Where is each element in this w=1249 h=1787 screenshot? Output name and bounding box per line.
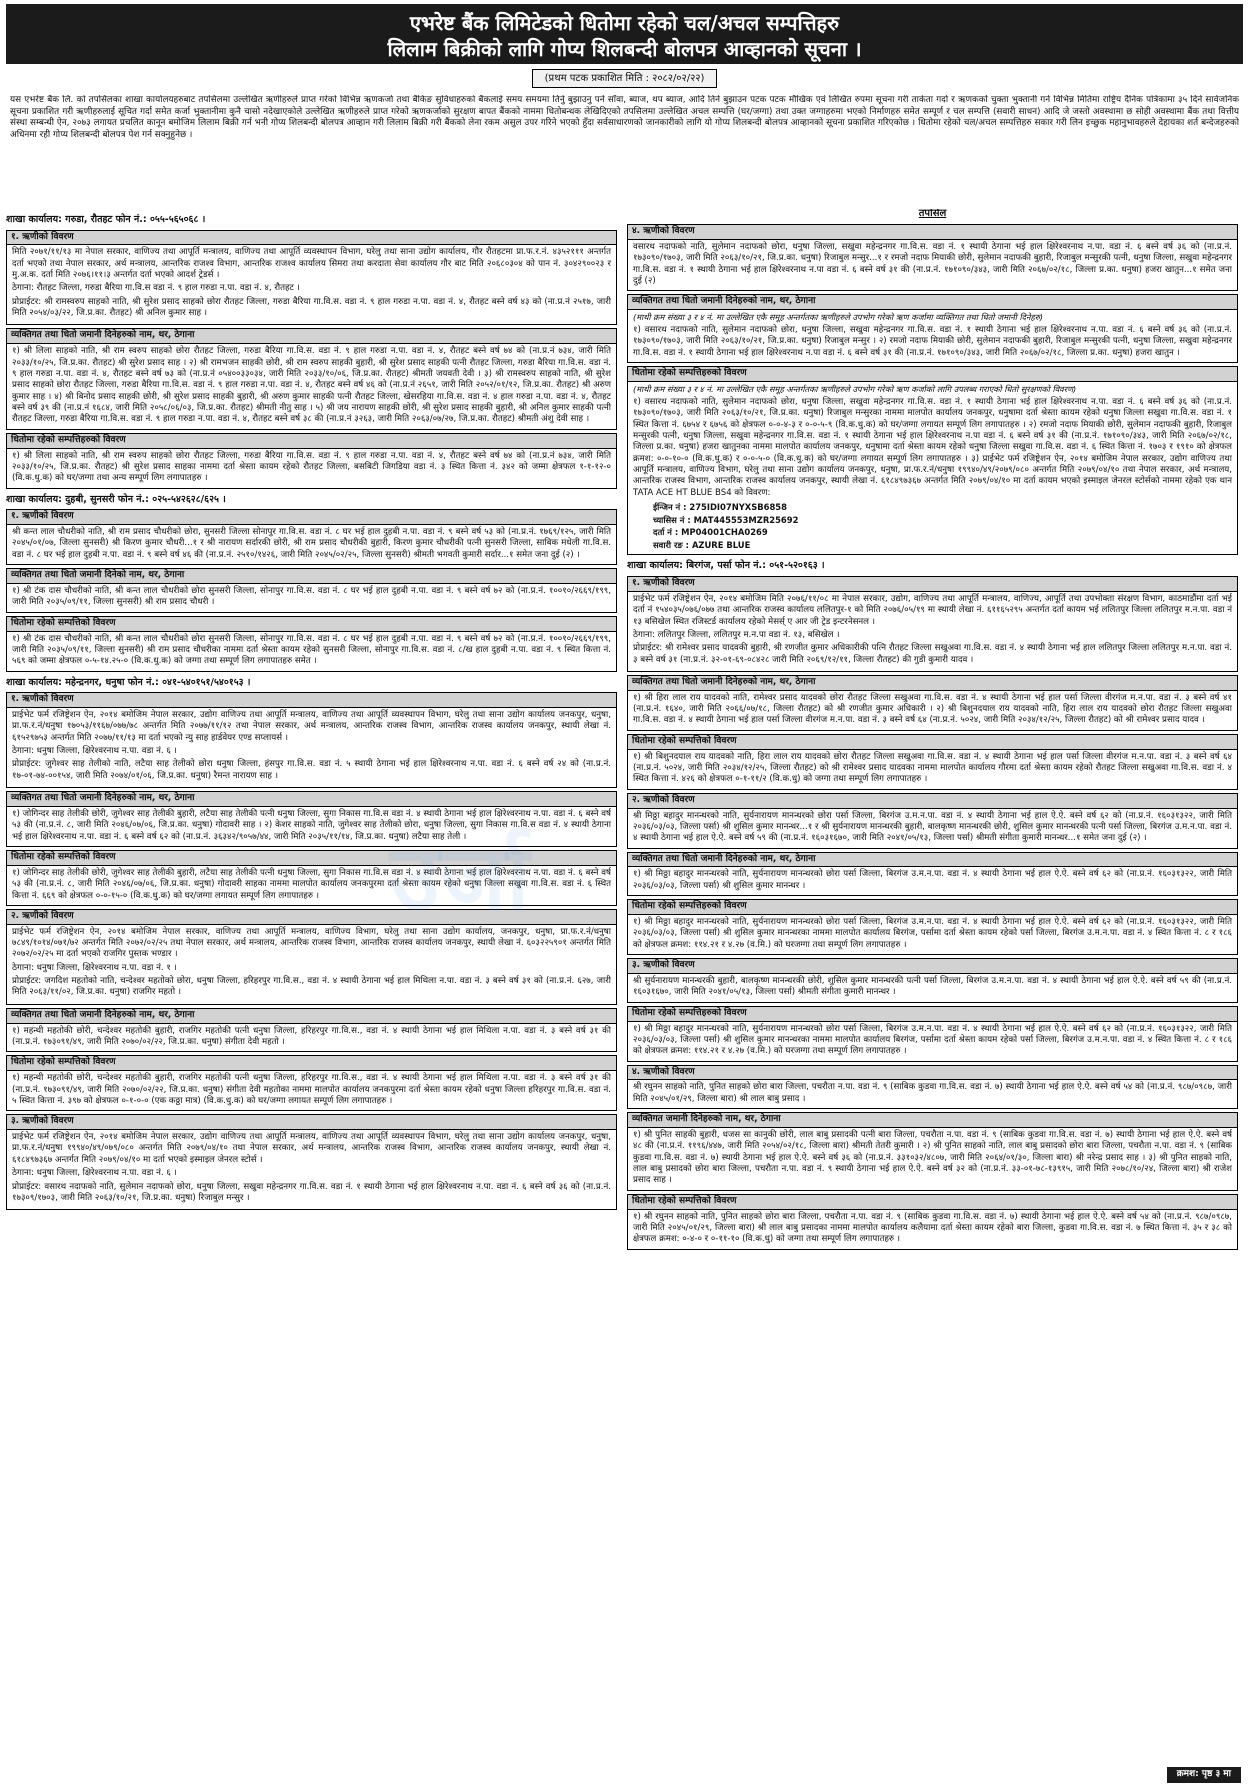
section-body: १) श्री हिरा लाल राय यादवको नाति, रामेश्वर प्रसाद यादवको छोरा रौतहट जिल्ला सखुअवा गा.वि.स. वडा नं. ४ स्थायी ठेगाना भई हाल पर्सा जिल्ला वीरगंज म.न.पा. वडा नं. ३ बस्ने वर्ष ४१ (ना.प्र.नं. १६४०, जारी मिति २०६६/०७/१८, जिल्ला रौतहट) को श्री रणजीत कुमार अधिकारी । २) श्री बिशुनदयाल राय यादवको नाति, हिरा लाल राय यादवको छोरा रौतहट जिल्ला सखुअवा गा.वि.स. वडा नं. ४ स्थायी ठेगाना भई हाल पर्सा जिल्ला वीरगंज म.न.पा. वडा नं. ३ बस्ने वर्ष ६४ (ना.प्र.नं. ५०२४, जारी मिति २०३४/१२/२५, जिल्ला रौतहट) को श्री रामेश्वर प्रसाद यादव ।: [633, 692, 1232, 726]
section-box: [627, 852, 1238, 897]
section-box: [6, 433, 617, 489]
section-body: १) महन्थी महतोकी छोरी, चन्देश्वर महतोकी बुहारी, राजगिर महतोकी पत्नी धनुषा जिल्ला, हरिहरपुर गा.वि.स., वडा नं. ४ स्थायी ठेगाना भई हाल मिथिला न.पा. वडा नं. ३ बस्ने वर्ष ३१ की (ना.प्र.नं. १७३०९१/४९, जारी मिति २०७०/०२/२२, जि.प्र.का. धनुषा) संगीता देवी महतोका नाममा मालपोत कार्यालय जनकपुरमा दर्ता श्रेस्ता कायम रहेको धनुषा जिल्ला हरिहरपुर गा.वि.स. वडा नं. ५ स्थित कित्ता नं. ३९७ को क्षेत्रफल ०-१-०-० (एक कठ्ठा मात्र) (वि.क.धु.क) को घर/जग्गा लगायत सम्पूर्ण लिग लगापातहरु ।: [12, 1073, 611, 1106]
section-body: १) श्री रघुनन साहको नाति, पुनित साहको छोरा बारा जिल्ला, पचरौता न.पा. वडा नं. ९ (साबिक कुडवा गा.वि.स. वडा नं. ७) स्थायी ठेगाना भई हाल ऐ.ऐ. बस्ने वर्ष ५४ को (ना.प्र.नं. ९८७/०९८७, जारी मिति २०४५/०१/२९, जिल्ला बारा) श्री लाल बाबु प्रसादका नाममा मालपोत कार्यालय कलैयामा दर्ता श्रेस्ता कायम रहेको बारा जिल्ला, कुडवा गा.वि.स. वडा नं. ७ स्थित कित्ता नं. ३५ र ३८ को क्षेत्रफल क्रमश: ०-४-० र ०-११-१० (वि.क.धु) को जग्गा तथा सम्पूर्ण लिग लगापातहरु ।: [633, 1211, 1232, 1245]
section-heading: धितोमा रहेको सम्पत्तिको विवरण: [628, 735, 1237, 750]
section-heading: ४. ऋणीको विवरण: [628, 1066, 1237, 1081]
section-box: [627, 576, 1238, 672]
section-box: [6, 568, 617, 613]
branch-title-mahendranagar: शाखा कार्यालय: महेन्द्रनगर, धनुषा फोन नं.: ०४१-५४०१५१/५४०१५३ ।: [6, 676, 251, 688]
header-title-line2: लिलाम बिक्रीको लागि गोप्य शिलबन्दी बोलपत्र आव्हानको सूचना ।: [387, 37, 862, 61]
section-body: श्री कन्त लाल चौधरीको नाति, श्री राम प्रसाद चौधरीको छोरा, सुनसरी जिल्ला सोनापुर गा.वि.स. वडा नं. ८ घर भई हाल दुहबी न.पा. वडा नं. ९ बस्ने वर्ष ५३ को (ना.प्र.नं. १७६९/१२५, जारी मिति २०४५/०१/०७, जिल्ला सुनसरी) श्री किरण कुमार चौधरी...१ र श्री नारायण सर्दारकी छोरी, श्री राम प्रसाद चौधरीकी बुहारी, किरण कुमार चौधरीकी पत्नी सुनसरी जिल्ला, साबिक मधेली गा.वि.स. वडा नं. ८ घर भई हाल दुहबी न.पा. वडा नं. ९ बस्ने वर्ष ४६ की (ना.प्र.नं. २५१०/१४२६, जारी मिति २०४५/०२/२५, जिल्ला सुनसरी) श्रीमती भगवती कुमारी सर्दार...१ समेत जना दुई (२) ।: [12, 527, 611, 560]
section-heading: ३. ऋणीको विवरण: [7, 1115, 616, 1130]
section-body: १) श्री मिठ्ठा बहादुर मानन्धरको नाति, सुर्यनारायण मानन्धरको छोरा पर्सा जिल्ला, बिरगंज उ.म.न.पा. वडा नं. ४ स्थायी ठेगाना भई हाल ऐ.ऐ. बस्ने वर्ष ६२ को (ना.प्र.नं. १६०३१३२२, जारी मिति २०३६/०३/०३, जिल्ला पर्सा) श्री शुसिल कुमार मानन्धर ।: [633, 869, 1232, 891]
section-body: [628, 310, 1237, 362]
proprietor-text: प्रोप्राईटर: वसारथ नदाफको नाति, सुलेमान नदाफको छोरा, धनुषा जिल्ला, सखुवा महेन्द्रनगर गा.वि.स. वडा नं. १ स्थायी ठेगाना भई हाल क्षिरेश्वरनाथ न.पा. वडा नं. ६ बस्ने वर्ष ३६ को (ना.प्र.नं. १७३०९/१७०३, जारी मिति २०६३/१०/२१, जि.प्र.का. धनुषा) रिजाबुल मन्सुर ।: [12, 1181, 611, 1203]
guarantor-text: १) वसारथ नदाफको नाति, सुलेमान नदाफको छोरा, धनुषा जिल्ला, सखुवा महेन्द्रनगर गा.वि.स. वडा नं. १ स्थायी ठेगाना भई हाल क्षिरेश्वरनाथ न.पा. वडा नं. ६ बस्ने वर्ष ३६ को (ना.प्र.नं. १७३०९०/१७०३, जारी मिति २०६३/१०/२१, जि.प्र.का. धनुषा) रिजाबुल मन्सुर । २) रमजो नदाफ मियाकी छोरी, सुलेमान नदाफकी बुहारी, रिजाबुल मन्सुरकी पत्नी, धनुषा जिल्ला, सखुवा महेन्द्रनगर गा.वि.स. वडा नं. १ स्थायी ठेगाना भई हाल क्षिरेश्वरनाथ न.पा वडा नं. ६ बस्ने वर्ष ३१ की (ना.प्र.नं. १७१०९०/३४३, जारी मिति २०६७/०२/१८, जिल्ला प्र.का. धनुषा) हजरा खातुन ।: [633, 325, 1232, 358]
section-note: (माथी क्रम संख्या ३ र ४ नं. मा उल्लेखित एकै समूह अन्तर्गतका ऋणीहरुले उपभोग गरेको ऋण कर्जाको लागि उपलब्ध गराएको धितो सुरक्षणको विवरण): [633, 384, 1077, 395]
section-box: [627, 1006, 1238, 1062]
section-body: १) श्री पुनित साहकी बुहारी, धजस सा कानुकी छोरी, लाल बाबु प्रसादकी पत्नी बारा जिल्ला, पचरौता न.पा. वडा नं. ९ (साबिक कुडवा गा.वि.स. वडा नं. ७) स्थायी ठेगाना भई हाल ऐ.ऐ. बस्ने वर्ष ४८ की (ना.प्र.नं. ११९६/४४७, जारी मिति २०५४/०२/१८, जिल्ला बारा) श्रीमती तेतरी कुमारी । २) श्री पुनित साहको नाति, लाल बाबु प्रसादको छोरा बारा जिल्ला, पचरौता न.पा. वडा नं. ९ (साबिक कुडवा गा.वि.स. वडा नं. ७) स्थायी ठेगाना भई हाल ऐ.ऐ. बस्ने वर्ष ३६ को (ना.प्र.नं. ३३१०३२/४८०७, जारी मिति २०६४/०१/३०, जिल्ला बारा) श्री नरेन्द्र प्रसाद साह । ३) श्री पुनित साहको नाति, लाल बाबु प्रसादको छोरा बारा जिल्ला, पचरौता न.पा. वडा नं. ९ स्थायी ठेगाना भई हाल ऐ.ऐ. बस्ने वर्ष ३२ को (ना.प्र.नं. ३३-०१-७८-१३९१५, जारी मिति २०७८/१०/२४, जिल्ला बारा) श्री राजेश प्रसाद साह ।: [633, 1129, 1232, 1186]
section-heading: धितोमा रहेको सम्पत्तिको विवरण: [628, 1195, 1237, 1210]
columns: [6, 209, 1243, 1749]
section-box: [6, 616, 617, 672]
section-body: [7, 245, 616, 324]
address-text: ठेगाना: धनुषा जिल्ला, क्षिरेश्वरनाथ न.पा. वडा नं. ६ ।: [12, 746, 177, 756]
branch-title-duhabi: शाखा कार्यालय: दुहबी, सुनसरी फोन नं.: ०२५-५४२६२८/६२५ ।: [6, 493, 226, 505]
section-heading: १. ऋणीको विवरण: [7, 231, 616, 246]
section-body: श्री मिठ्ठा बहादुर मानन्धरको नाति, सुर्यनारायण मानन्धरको छोरा पर्सा जिल्ला, बिरगंज उ.म.न.पा. वडा नं. ४ स्थायी ठेगाना भई हाल ऐ.ऐ. बस्ने वर्ष ६२ को (ना.प्र.नं. १६०३१३२२, जारी मिति २०३६/०३/०३, जिल्ला पर्सा) श्री शुसिल कुमार मानन्धर...१ र श्री सुर्यनारायण मानन्धरकी बुहारी, बालकृष्ण मानन्धरकी छोरी, शुसिल कुमार मानन्धरकी पत्नी पर्सा जिल्ला, बिरगंज उ.म.न.पा. वडा नं. ४ स्थायी ठेगाना भई हाल ऐ.ऐ. बस्ने वर्ष ५९ की (ना.प्र.नं. १६०३१६७०, जारी मिति २०४१/०५/१३, जिल्ला पर्सा) श्रीमती संगीता कुमारी मानन्धर...१ समेत जना दुई (२) ।: [633, 810, 1232, 844]
section-body: १) श्री टंक दास चौधरीको नाति, श्री कन्त लाल चौधरीको छोरा सुनसरी जिल्ला, सोनापुर गा.वि.स. वडा नं. ८ घर भई हाल दुहबी न.पा. वडा नं. ९ बस्ने वर्ष ७२ को (ना.प्र.नं. १००१०/२६६९/१९९, जारी मिति २०३५/०९/११, जिल्ला सुनसरी) श्री राम प्रसाद चौधरी ।: [12, 585, 611, 608]
section-box: [627, 793, 1238, 849]
borrower-text: प्राईभेट फर्म रजिष्ट्रेशन ऐन, २०१४ बमोजिम नेपाल सरकार, उद्योग वाणिज्य तथा आपूर्ति मन्त्रालय, वाणिज्य तथा आपूर्ति व्यवस्थापन विभाग, घरेलु तथा साना उद्योग कार्यालय जनकपुर, धनुषा, प्रा.फ.र.नं/धनुषा १७०५३/११६७/०७७/७८ अन्तर्गत मिति २०७७/११/१२ तथा नेपाल सरकार, अर्थ मन्त्रालय, आन्तरिक राजस्व विभाग, आन्तरिक राजस्व कार्यालय जनकपुर, स्थायी लेखा नं. ६१५२९७५३ अन्तर्गत मिति २०७७/११/१३ मा दर्ता भएको न्यु साह हार्डवेयर एण्ड सप्लायर्स ।: [12, 709, 611, 743]
section-box: [627, 366, 1238, 555]
right-column: [627, 209, 1238, 1749]
publish-date: (प्रथम पटक प्रकाशित मिति : २०८२/०२/२२): [532, 69, 718, 88]
section-body: [628, 382, 1237, 554]
section-box: [6, 328, 617, 429]
section-heading: ४. ऋणीको विवरण: [628, 225, 1237, 240]
section-body: [7, 925, 616, 1004]
proprietor-text: प्रोप्राईटर: श्री रामस्वरुप साहको नाति, श्री सुरेश प्रसाद साहको छोरा रौतहट जिल्ला, गरुडा बैरिया गा.वि.स. वडा नं. ९ हाल गरुडा न.पा. वडा नं. ४, रौतहट बस्ने वर्ष ४३ को (ना.प्र.नं २५१७, जारी मिति २०५४/०३/२२, जि.प्र.का. रौतहट) श्री अनिल कुमार साह ।: [12, 296, 611, 319]
section-body: १) महन्थी महतोकी छोरी, चन्देश्वर महतोकी बुहारी, राजगिर महतोकी पत्नी धनुषा जिल्ला, हरिहरपुर गा.वि.स., वडा नं. ४ स्थायी ठेगाना भई हाल मिथिला न.पा. वडा नं. ३ बस्ने वर्ष ३१ की (ना.प्र.नं. १७३०९१/४९, जारी मिति २०७०/०२/२२, जि.प्र.का. धनुषा) संगीता देवी महतो ।: [12, 1025, 611, 1047]
section-box: [6, 1114, 617, 1210]
section-body: १) श्री मिठ्ठा बहादुर मानन्धरको नाति, सुर्यनारायण मानन्धरको छोरा पर्सा जिल्ला, बिरगंज उ.म.न.पा. वडा नं. ४ स्थायी ठेगाना भई हाल ऐ.ऐ. बस्ने वर्ष ६२ को (ना.प्र.नं. १६०३१३२२, जारी मिति २०३६/०३/०३, जिल्ला पर्सा) श्री शुसिल कुमार मानन्धरका नाममा मालपोत कार्यालय बिरगंज, पर्सामा दर्ता श्रेस्ता कायम रहेको पर्सा जिल्ला, बिरगंज उ.म.न.पा. वडा नं. ४ स्थित कित्ता नं. ८ र १८६ को क्षेत्रफल क्रमश: ११४.२१ र ४.२७ (व.मि.) को घरजग्गा तथा सम्पूर्ण लिग लगापातहरु ।: [633, 1023, 1233, 1057]
property-text: १) वसारथ नदाफको नाति, सुलेमान नदाफको छोरा, धनुषा जिल्ला, सखुवा महेन्द्रनगर गा.वि.स. वडा नं. १ स्थायी ठेगाना भई हाल क्षिरेश्वरनाथ न.पा. वडा नं. ६ बस्ने वर्ष ३६ को (ना.प्र.नं. १७३०९०/१७०३, जारी मिति २०६३/१०/२१, जि.प्र.का. धनुषा) रिजाबुल मन्सुरका नाममा मालपोत कार्यालय जनकपुर, धनुषामा दर्ता श्रेस्ता कायम रहेको धनुषा जिल्ला सखुवा गा.वि.स. वडा नं. १ स्थित कित्ता नं. ६७५४ र ६७५६ को क्षेत्रफल ०-०-४-३ र ०-०-५-९ (वि.क.धु.क) को घर/जग्गा लगायत सम्पूर्ण लिग लगापातहरु । २) रमजो नदाफ मियाकी छोरी, सुलेमान नदाफकी बुहारी, रिजाबुल मन्सुरकी पत्नी, धनुषा जिल्ला, सखुवा महेन्द्रनगर गा.वि.स. वडा नं. १ स्थायी ठेगाना भई हाल क्षिरेश्वरनाथ न.पा वडा नं. ६ बस्ने वर्ष ३१ की (ना.प्र.नं. १७१०९०/३४३, जारी मिति २०६७/०२/१८, जिल्ला प्र.का. धनुषा) हजरा खातुनका नाममा मालपोत कार्यालय जनकपुर, धनुषामा दर्ता श्रेस्ता कायम रहेको धनुषा जिल्ला सखुवा गा.वि.स. वडा नं. ६ स्थित कित्ता नं. १७०३ र १९१० को क्षेत्रफल क्रमश: ०-०-१०-० (वि.क.धु.क) र ०-०-५-० (वि.क.धु.क) को घर/जग्गा लगायत सम्पूर्ण लिग लगापातहरु । ३) प्राईभेट फर्म रजिष्ट्रेशन ऐन, २०१४ बमोजिम नेपाल सरकार, उद्योग वाणिज्य तथा आपूर्ति मन्त्रालय, वाणिज्य विभाग, घरेलु तथा साना उद्योग कार्यालय जनकपुर, धनुषा, प्रा.फ.र.नं/धनुषा १९९४०/४९/२०७९/०८० अन्तर्गत मिति २०७९/०४/१० तथा नेपाल सरकार, अर्थ मन्त्रालय, आन्तरिक राजस्व विभाग, आन्तरिक राजस्व कार्यालय जनकपुर, स्थायी लेखा नं. ६१८४९७३६७ अन्तर्गत मिति २०७९/०४/१० मा दर्ता कायम भएको इस्माइल जेनरल स्टोर्सको नाममा रहेको एक थान TATA ACE HT BLUE BS4 को विवरण:: [633, 396, 1232, 498]
vehicle-details: [653, 501, 1232, 551]
section-heading: व्यक्तिगत तथा धितो जमानी दिनेहरुको नाम, थर, ठेगाना: [7, 792, 616, 807]
proprietor-text: प्रोप्राईटर: श्री रामेश्वर प्रसाद यादवकी बुहारी, श्री रणजीत कुमार अधिकारीकी पत्नि रौतहट जिल्ला सखुअवा गा.वि.स. वडा नं. ४ स्थायी ठेगाना भई हाल ललितपुर जिल्ला ललितपुर म.न.पा. वडा नं. ३ बस्ने वर्ष ३१ (ना.प्र.नं. ३२-०१-६९-०८४२८ जारी मिति २०६९/१२/११, जिल्ला रौतहट) की गुडी कुमारी यादव ।: [633, 643, 1232, 665]
section-body: [7, 1130, 616, 1209]
section-body: १) श्री बिशुनदयाल राय यादवको नाति, हिरा लाल राय यादवको छोरा रौतहट जिल्ला सखुअवा गा.वि.स. वडा नं. ४ स्थायी ठेगाना भई हाल पर्सा जिल्ला वीरगंज म.न.पा. वडा नं. ३ बस्ने वर्ष ६४ (ना.प्र.नं. ५०२४, जारी मिति २०३४/१२/२५, जिल्ला रौतहट) को श्री रामेश्वर प्रसाद यादवका नाममा मालपोत कार्यालय गौरमा दर्ता श्रेस्ता कायम रहेको रौतहट जिल्ला सखुअवा गा.वि.स. वडा नं. ४ स्थित कित्ता नं. ४२६ को क्षेत्रफल ०-१-११/२ (वि.क.धु) को जग्गा तथा सम्पूर्ण लिग लगापातहरु ।: [633, 751, 1232, 785]
section-heading: व्यक्तिगत तथा धितो जमानी दिनेहरुको नाम, थर, ठेगाना: [628, 295, 1237, 310]
borrower-text: प्राईभेट फर्म रजिष्ट्रेशन ऐन, २०१४ बमोजिम नेपाल सरकार, वाणिज्य तथा आपूर्ति मन्त्रालय, वाणिज्य विभाग, घरेलु तथा साना उद्योग कार्यालय, जनकपुर, धनुषा, प्रा.फ.र.नं/धनुषा ७८४९/१०१४/०७१/७२ अन्तर्गत मिति २०७२/०२/२५ तथा नेपाल सरकार, अर्थ मन्त्रालय, आन्तरिक राजस्व विभाग, आन्तरिक राजस्व कार्यालय जनकपुर, स्थायी लेखा नं. ६०३२२५९०१ अन्तर्गत मिति २०७२/०२/२५ मा दर्ता भएको राजगिर पुस्तक भण्डार ।: [12, 926, 611, 960]
section-heading: धितोमा रहेको सम्पत्तिहरुको विवरण: [628, 1007, 1237, 1022]
section-box: [6, 850, 617, 906]
section-heading: व्यक्तिगत तथा धितो जमानी दिनेको नाम, थर, ठेगाना: [7, 569, 616, 584]
vehicle-engine: ईन्जिन नं : 275IDI07NYXSB6858: [653, 501, 787, 512]
section-heading: व्यक्तिगत तथा धितो जमानी दिनेहरुको नाम, थर, ठेगाना: [628, 853, 1237, 868]
continued-footer: क्रमश: पृष्ठ ३ मा: [1167, 1767, 1241, 1783]
branch-title-garuda: शाखा कार्यालय: गरुडा, रौतहट फोन नं.: ०५५-५६५०६८ ।: [6, 214, 206, 225]
notice-header: [6, 4, 1243, 64]
section-body: १) श्री टंक दास चौधरीको नाति, श्री कन्त लाल चौधरीको छोरा सुनसरी जिल्ला, सोनापुर गा.वि.स. वडा नं. ८ घर भई हाल दुहबी न.पा. वडा नं. ९ बस्ने वर्ष ७२ को (ना.प्र.नं. १००१०/२६६९/१९९, जारी मिति २०३५/०९/११, जिल्ला सुनसरी) श्री राम प्रसाद चौधरीका नाममा दर्ता श्रेस्ता कायम रहेको सुनसरी जिल्ला, सोनापुर गा.वि.स. वडा नं. ८/ख हाल दुहबी न.पा. वडा नं. ९ स्थित कित्ता नं. ५६९ को जम्मा क्षेत्रफल ०-५-१४.२५-० (वि.क.धु.क) को जग्गा तथा सम्पूर्ण लिग लगापातहरु समेत ।: [12, 633, 611, 667]
section-box: [6, 909, 617, 1005]
section-heading: धितोमा रहेको सम्पत्तिको विवरण: [7, 851, 616, 866]
proprietor-text: प्रोप्राईटर: जगदिश महतोको नाति, चन्देश्वर महतोको छोरा, धनुषा जिल्ला, हरिहरपुर गा.वि.स., वडा नं. ४ स्थायी ठेगाना भई हाल मिथिला न.पा. वडा नं. ३ बस्ने वर्ष ३१ को (ना.प्र.नं. ६२७, जारी मिति २०६३/११/०२, जि.प्र.का. धनुषा) राजगिर महतो ।: [12, 976, 611, 998]
section-body: १) जोगिन्दर साह तेलीकी छोरी, जुगेश्वर साह तेलीकी बुहारी, लटैया साह तेलीकी पत्नी धनुषा जिल्ला, सुगा निकास गा.वि.स वडा नं. ४ स्थायी ठेगाना भई हाल क्षिरेश्वरनाथ न.पा. वडा नं. ६ बस्ने वर्ष ५३ की (ना.प्र.नं. ८, जारी मिति २०४६/०७/०६, जि.प्र.का. धनुषा) गोदावरी साहका नाममा मालपोत कार्यालय जनकपुरमा दर्ता श्रेस्ता कायम रहेको धनुषा जिल्ला सखुवा गा.वि.स. वडा नं. ६ स्थित कित्ता नं. ६६९ को क्षेत्रफल ०-०-१५-० (वि.क.धु.क) को घर/जग्गा लगायत सम्पूर्ण लिग लगापातहरु ।: [12, 867, 611, 901]
section-box: [627, 734, 1238, 790]
section-box: [627, 1194, 1238, 1250]
section-box: [6, 1055, 617, 1111]
section-heading: १. ऋणीको विवरण: [628, 577, 1237, 592]
section-box: [627, 294, 1238, 363]
borrower-text: प्राईभेट फर्म रजिष्ट्रेशन ऐन, २०१४ बमोजिम मिति २०७६/११/०८ मा नेपाल सरकार, उद्योग, वाणिज्य तथा आपूर्ति मन्त्रालय, वाणिज्य, आपूर्ति तथा उपभोक्ता संरक्षण विभाग, काठमाडौंमा दर्ता भई दर्ता नं १५४०३५/०७६/०७७ तथा आन्तरिक राजस्व कार्यालय ललितपुर-१ को मिति २०७६/०५/१९ मा स्थायी लेखा नं. ६११६५२९५ अन्तर्गत दर्ता कायम भई ललितपुर जिल्ला ललितपुर म.न.पा. वडा नं १३ बसिखेल स्थित रजिस्टर्ड कार्यालय रहेको मेसर्स् ए आर जी ट्रेड इन्टरनेसनल ।: [633, 593, 1232, 627]
tapsil-heading: तपसिल: [918, 209, 947, 219]
section-heading: धितोमा रहेको सम्पत्तिको विवरण: [7, 617, 616, 632]
section-box: [627, 1065, 1238, 1110]
section-heading: व्यक्तिगत तथा धितो जमानी दिनेहरुको नाम, थर, ठेगाना: [7, 1009, 616, 1024]
section-box: [627, 224, 1238, 291]
section-body: १) श्री लिला साहको नाति, श्री राम स्वरुप साहको छोरा रौतहट जिल्ला, गरुडा बैरिया गा.वि.स. वडा नं. ९ हाल गरुडा न.पा. वडा नं. ४, रौतहट बस्ने वर्ष ७४ को (ना.प्र.नं ७३४, जारी मिति २०३३/१०/२५, जि.प्र.का. रौतहट) श्री सुरेश प्रसाद साह । २) श्री रामभजन साहकी छोरी, श्री राम स्वरुप साहकी बुहारी, श्री सुरेश प्रसाद साहकी पत्नी रौतहट जिल्ला, गरुडा बैरिया गा.वि.स. वडा नं. ९ हाल गरुडा न.पा. वडा नं. ४, रौतहट बस्ने वर्ष ७३ को (ना.प्र.नं ०५४००३३०३४, जारी मिति २०३३/१०/०६, जि.प्र.का. रौतहट) श्रीमती जयवती देवी । ३) श्री रामस्वरुप साहको नाति, श्री सुरेश प्रसाद साहको छोरा रौतहट जिल्ला, गरुडा बैरिया गा.वि.स. वडा नं. ९ हाल गरुडा न.पा. वडा नं. ४, रौतहट बस्ने वर्ष ४६ को (ना.प्र.नं २६५१, जारी मिति २०५२/०१/१२, जि.प्र.का. रौतहट) श्री अरुण कुमार साह । ४) श्री बिनोद प्रसाद साहकी छोरी, श्री सुरेश प्रसाद साहकी बुहारी, श्री अरुण कुमार साहकी पत्नी रौतहट जिल्ला, खेसरहिया गा.वि.स. वडा नं. ४ हाल गरुडा न.पा. वडा नं. ४, रौतहट बस्ने वर्ष ३९ की (ना.प्र.नं १६८४, जारी मिति २०५८/०६/०३, जि.प्र.का. रौतहट) श्रीमती नीतु साह । ५) श्री जय नारायण साहकी छोरी, श्री सुरेश प्रसाद साहकी बुहारी, श्री अनिल कुमार साहकी पत्नी रौतहट जिल्ला, गरुडा बैरिया गा.वि.स. वडा नं. ९ हाल गरुडा न.पा. वडा नं. ४, रौतहट बस्ने वर्ष ३८ की (ना.प्र.नं ३२६३, जारी मिति २०६३/०७/२७, जि.प्र.का. रौतहट) श्रीमती अंशु देवी साह ।: [12, 346, 611, 425]
address-text: ठेगाना: रौतहट जिल्ला, गरुडा बैरिया गा.वि.स वडा नं. ९ हाल गरुडा न.पा. वडा नं. ४, रौतहट ।: [12, 283, 300, 294]
section-heading: २. ऋणीको विवरण: [628, 794, 1237, 809]
section-box: [6, 692, 617, 788]
left-column: [6, 209, 617, 1749]
header-title-line1: एभरेष्ट बैंक लिमिटेडको धितोमा रहेको चल/अचल सम्पत्तिहरु: [409, 11, 840, 35]
section-heading: धितोमा रहेको सम्पत्तिहरुको विवरण: [628, 900, 1237, 915]
section-box: [6, 791, 617, 847]
vehicle-chassis: च्यासिस नं : MAT445553MZR25692: [653, 514, 799, 525]
branch-title-birgunj: शाखा कार्यालय: बिरगंज, पर्सा फोन नं.: ०५१-५२०१६३ ।: [627, 560, 825, 572]
section-heading: २. ऋणीको विवरण: [7, 910, 616, 925]
address-text: ठेगाना: धनुषा जिल्ला, क्षिरेश्वरनाथ न.पा. वडा नं. ६ ।: [12, 1168, 177, 1179]
address-text: ठेगाना: ललितपुर जिल्ला, ललितपुर म.न.पा वडा नं. १३, बसिखेल ।: [633, 629, 840, 640]
proprietor-text: प्रोप्राईटर: जुगेश्वर साह तेलीको नाति, लटैया साह तेलीको छोरा धनुषा जिल्ला, हंसपुर गा.वि.स. वडा नं. ५ स्थायी ठेगाना भई हाल क्षिरेश्वरनाथ न.पा. वडा नं. ६ बस्ने वर्ष २४ को (ना.प्र.नं. १७-०१-७४-००१५४, जारी मिति २०७४/०१/०६, जि.प्र.का. धनुषा) रैमन्त नारायण साह ।: [12, 759, 611, 781]
watermark: उर्जा: [390, 826, 530, 931]
borrower-text: मिति २०७१/११/१३ मा नेपाल सरकार, वाणिज्य तथा आपूर्ति मन्त्रालय, वाणिज्य तथा आपूर्ति व्यवस्थापन विभाग, घरेलु तथा साना उद्योग कार्यालय, गौर रौतहटमा प्रा.फ.र.नं. ४३५२१११ अन्तर्गत दर्ता भएको तथा नेपाल सरकार, अर्थ मन्त्रालय, आन्तरिक राजश्व विभाग, आन्तरिक राजश्व कार्यालय सिमरा तथा करदाता सेवा कार्यालय गौर बाट मिति २०६८०३०४ को पान नं. ३०४२९००२३ र मु.अ.क. दर्ता मिति २०७६।११।३ अन्तर्गत दर्ता भएको आदर्श ट्रेडर्स ।: [12, 247, 611, 281]
section-heading: १. ऋणीको विवरण: [7, 510, 616, 525]
section-body: १) श्री मिठ्ठा बहादुर मानन्धरको नाति, सुर्यनारायण मानन्धरको छोरा पर्सा जिल्ला, बिरगंज उ.म.न.पा. वडा नं. ४ स्थायी ठेगाना भई हाल ऐ.ऐ. बस्ने वर्ष ६२ को (ना.प्र.नं. १६०३१३२२, जारी मिति २०३६/०३/०३, जिल्ला पर्सा) श्री शुसिल कुमार मानन्धरका नाममा मालपोत कार्यालय बिरगंज, पर्सामा दर्ता श्रेस्ता कायम रहेको पर्सा जिल्ला, बिरगंज उ.म.न.पा. वडा नं. ४ स्थित कित्ता नं. ८ र १८६ को क्षेत्रफल क्रमश: ११४.२१ र ४.२७ (व.मि.) को घरजग्गा तथा सम्पूर्ण लिग लगापातहरु ।: [633, 917, 1233, 950]
section-heading: धितोमा रहेको सम्पत्तिहरुको विवरण: [7, 434, 616, 449]
section-heading: धितोमा रहेको सम्पत्तिहरुको विवरण: [628, 367, 1237, 382]
publish-date-box: [6, 69, 1243, 89]
section-box: [627, 958, 1238, 1003]
section-note: (माथी क्रम संख्या ३ र ४ नं. मा उल्लेखित एकै समूह अन्तर्गतका ऋणीहरुले उपभोग गरेको ऋण कर्जामा व्यक्तिगत तथा धितो जमानी दिनेहरु): [633, 312, 1043, 323]
borrower-text: प्राईभेट फर्म रजिष्ट्रेशन ऐन, २०१४ बमोजिम नेपाल सरकार, उद्योग वाणिज्य तथा आपूर्ति मन्त्रालय, वाणिज्य तथा आपूर्ति व्यवस्थापन विभाग, घरेलु तथा साना उद्योग कार्यालय जनकपुर, धनुषा, प्रा.फ.र.नं/धनुषा १९९४०/४९/०७९/०८० अन्तर्गत मिति २०७९/०४/१० तथा नेपाल सरकार, अर्थ मन्त्रालय, आन्तरिक राजस्व विभाग, आन्तरिक राजस्व कार्यालय जनकपुर, स्थायी लेखा नं. ६१८४९७३६७ अन्तर्गत मिति २०७९/०४/१० मा दर्ता भएको इस्माइल जेनरल स्टोर्स ।: [12, 1132, 611, 1165]
section-box: [6, 230, 617, 326]
section-heading: व्यक्तिगत तथा धितो जमानी दिनेहरुको नाम, थर, ठेगाना: [628, 676, 1237, 691]
section-box: [627, 899, 1238, 955]
section-box: [627, 675, 1238, 731]
section-body: वसारथ नदाफको नाति, सुलेमान नदाफको छोरा, धनुषा जिल्ला, सखुवा महेन्द्रनगर गा.वि.स. वडा नं. १ स्थायी ठेगाना भई हाल क्षिरेश्वरनाथ न.पा. वडा नं. ६ बस्ने वर्ष ३६ को (ना.प्र.नं. १७३०९०/१७०३, जारी मिति २०६३/१०/२१, जि.प्र.का. धनुषा) रिजाबुल मन्सुर...१ र रमजो नदाफ मियाकी छोरी, सुलेमान नदाफकी बुहारी, रिजाबुल मन्सुरकी पत्नी, धनुषा जिल्ला, सखुवा महेन्द्रनगर गा.वि.स. वडा नं. १ स्थायी ठेगाना भई हाल क्षिरेश्वरनाथ न.पा वडा नं. ६ बस्ने वर्ष ३१ की (ना.प्र.नं. १७१०९०/३४३, जारी मिति २०६७/०२/१८, जिल्ला प्र.का. धनुषा) हजरा खातुन...१ समेत जना दुई (२): [633, 242, 1232, 287]
section-box: [6, 509, 617, 565]
section-box: [627, 1112, 1238, 1191]
section-heading: व्यक्तिगत तथा धितो जमानी दिनेहरुको नाम, थर, ठेगाना: [7, 329, 616, 344]
vehicle-color: सवारी रङ : AZURE BLUE: [653, 539, 751, 550]
section-heading: व्यक्तिगत जमानी दिनेहरुको नाम, थर, ठेगाना: [628, 1113, 1237, 1128]
section-heading: १. ऋणीको विवरण: [7, 693, 616, 708]
section-body: [7, 708, 616, 787]
section-heading: ३. ऋणीको विवरण: [628, 959, 1237, 974]
section-heading: धितोमा रहेको सम्पत्तिको विवरण: [7, 1056, 616, 1071]
section-body: श्री सुर्यनारायण मानन्धरकी बुहारी, बालकृष्ण मानन्धरकी छोरी, शुसिल कुमार मानन्धरकी पत्नी पर्सा जिल्ला, बिरगंज उ.म.न.पा. वडा नं. ४ स्थायी ठेगाना भई हाल ऐ.ऐ. बस्ने वर्ष ५९ की (ना.प्र.नं. १६०३१६७०, जारी मिति २०४१/०५/१३, जिल्ला पर्सा) श्रीमती संगीता कुमारी मानन्धर ।: [633, 975, 1232, 998]
section-body: श्री रघुनन साहको नाति, पुनित साहको छोरा बारा जिल्ला, पचरौता न.पा. वडा नं. ९ (साबिक कुडवा गा.वि.स. वडा नं. ७) स्थायी ठेगाना भई हाल ऐ.ऐ. बस्ने वर्ष ५४ को (ना.प्र.नं. ९८७/०९८७, जारी मिति २०४५/०१/२९, जिल्ला बारा) श्री लाल बाबु प्रसाद ।: [633, 1082, 1232, 1104]
vehicle-registration: दर्ता नं : MP04001CHA0269: [653, 527, 768, 538]
section-box: [6, 1008, 617, 1053]
section-body: १) श्री लिला साहको नाति, श्री राम स्वरुप साहको छोरा रौतहट जिल्ला, गरुडा बैरिया गा.वि.स. वडा नं. ९ हाल गरुडा न.पा. वडा नं. ४, रौतहट बस्ने वर्ष ७४ को (ना.प्र.नं ७३४, जारी मिति २०३३/१०/२५, जि.प्र.का. रौतहट) श्री सुरेश प्रसाद साहका नाममा दर्ता श्रेस्ता कायम रहेको रौतहट जिल्ला, बसबिटी जिगडिया वडा नं. ३ स्थित कित्ता नं. ३४२ को जम्मा क्षेत्रफल १-१-१२-० (वि.क.धु.क) को घर/जग्गा तथा अन्य सम्पूर्ण लिग लगापातहरु ।: [12, 450, 611, 484]
section-body: १) जोगिन्दर साह तेलीकी छोरी, जुगेश्वर साह तेलीकी बुहारी, लटैया साह तेलीकी पत्नी धनुषा जिल्ला, सुगा निकास गा.वि.स वडा नं. ४ स्थायी ठेगाना भई हाल क्षिरेश्वरनाथ न.पा. वडा नं. ६ बस्ने वर्ष ५३ की (ना.प्र.नं. ८, जारी मिति २०४६/०७/०६, जि.प्र.का. धनुषा) गोदावरी साह । २) केशर साहको नाति, जुगेश्वर साह तेलीको छोरा, धनुषा जिल्ला, सुगा निकास गा.वि.स वडा नं. ४ स्थायी ठेगाना भई हाल क्षिरेश्वरनाथ न.पा. वडा नं. ६ बस्ने वर्ष ६२ को (ना.प्र.नं. ३६३४२/९०५७/४४, जारी मिति २०३५/११/१४, जि.प्र.का. धनुषा) लटैया साह तेली ।: [12, 808, 611, 842]
section-body: [628, 592, 1237, 671]
intro-paragraph: यस एभरेष्ट बैंक लि. को तपसिलका शाखा कार्यालयहरुबाट तपसिलमा उल्लेखित ऋणीहरुले प्राप्त गरेको विभिन्न ऋणकर्जा तथा बैंकिङ सुविधाहरुको बैंकलाई समय समयमा तिर्नु बुझाउनु पर्ने साँवा, ब्याज, थप ब्याज, आदि तिर्न बुझाउन पटक पटक मौखिक एवं लिखित रुपमा सूचना गरी ताकेता गर्दा र ऋणकर्को चुक्ता भुक्तानी गर्न विभिन्न मितिमा राष्ट्रिय दैनिक पत्रिकामा ३५ दिने सार्वजनिक सूचना प्रकाशित गरी ऋणीहरुलाई सूचित गर्दा समेत कर्जा भुक्तानीमा कुनै चासो नदेखाएकोले उल्लेखित ऋणीहरुले प्राप्त गरेको ऋणकर्जाको सुरक्षण बापत बैंकको नाममा धितोबन्धक लेखिदिएको तपसिलमा उल्लेखित अचल सम्पत्ति (घर/जग्गा) तथा उक्त जग्गाहरुमा भएको निर्माणहरु समेत सम्पूर्ण र चल सम्पत्ति (सवारी साधन) आदि जे जस्तो अवस्थामा छ सोही अवस्थामा बैंक तथा वित्तीय संस्था सम्बन्धी ऐन, २०७३ लगायत प्रचलित कानून बमोजिम लिलाम बिक्री गर्न भनी गोप्य शिलबन्दी बोलपत्र आव्हान गरी लिलाम बिक्री गरी बैंकको लेना रकम असुल उपर गरिने भएको हुँदा सर्वसाधारणको जानकारीको लागि यो गोप्य शिलबन्दी बोलपत्र आव्हानको सूचना प्रकाशित गरिएकोछ । धितोमा रहेको चल/अचल सम्पत्तिहरु सकार गरी लिन इच्छुक महानुभावहरुले देहायका शर्त बन्देजहरुको अधिनमा रही गोप्य शिलबन्दी बोलपत्र पेश गर्न सक्नुहुनेछ ।: [10, 95, 1239, 141]
address-text: ठेगाना: धनुषा जिल्ला, क्षिरेश्वरनाथ न.पा. वडा नं. १ ।: [12, 962, 177, 973]
